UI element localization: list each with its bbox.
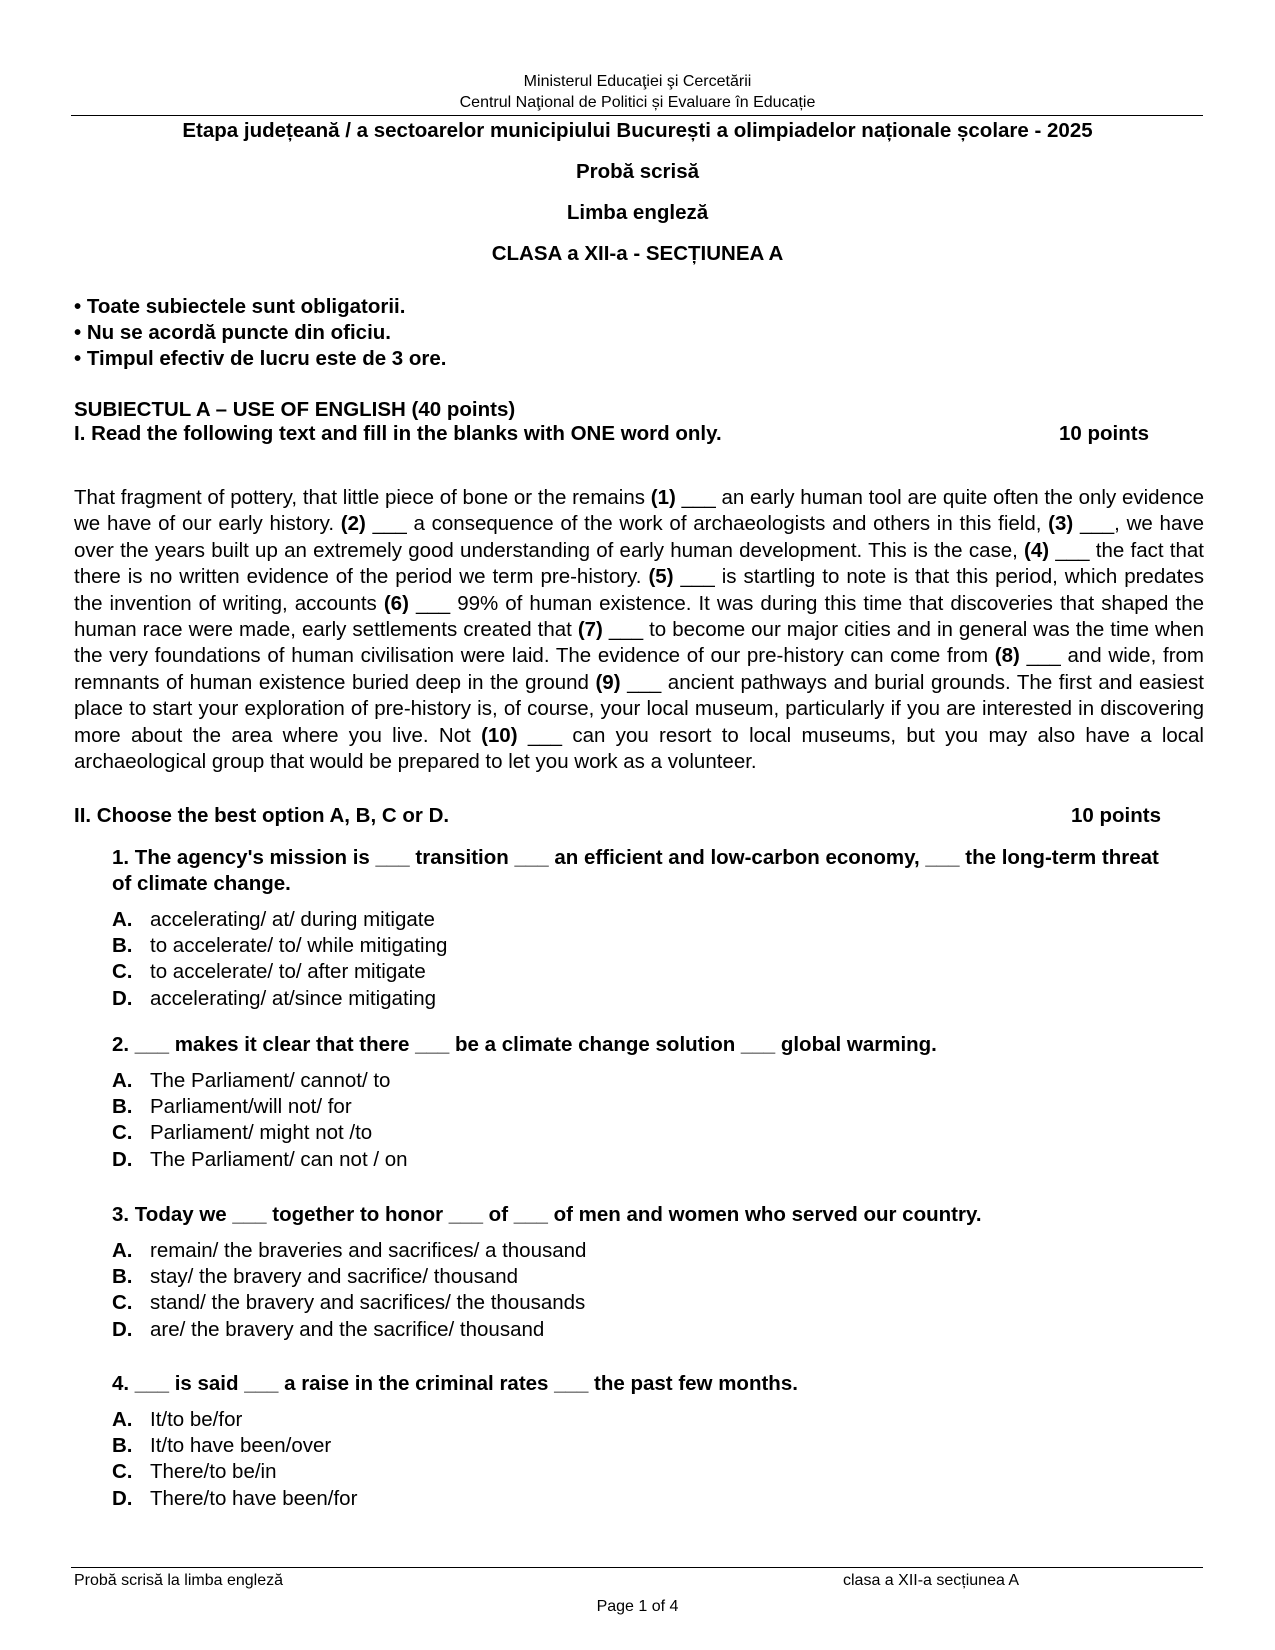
footer-exam-label: Probă scrisă la limba engleză <box>74 1572 283 1589</box>
footer-class-label: clasa a XII-a secțiunea A <box>843 1572 1020 1589</box>
blank-marker: (4) <box>1024 538 1050 562</box>
class-title: CLASA a XII-a - SECȚIUNEA A <box>491 242 784 265</box>
cloze-text: ___ 99% of human existence. It was during this time that discoveries that shaped the human race were made, early settlements created that <box>74 591 1204 642</box>
rule-item: • Timpul efectiv de lucru este de 3 ore. <box>74 347 447 370</box>
question-3-options <box>112 1238 586 1343</box>
cloze-text: That fragment of pottery, that little piece of bone or the remains <box>74 486 651 509</box>
blank-marker: (6) <box>383 591 409 615</box>
question-4: 4. ___ is said ___ a raise in the criminal rates ___ the past few months. <box>112 1372 798 1395</box>
option-c: C. stand/ the bravery and sacrifices/ the thousands <box>112 1291 586 1315</box>
header-divider <box>71 115 1203 116</box>
exam-rules <box>74 294 447 372</box>
cloze-text: ___ and wide, from remnants of human existence buried deep in the ground <box>74 644 1204 694</box>
subject-title: Limba engleză <box>566 201 709 224</box>
question-3: 3. Today we ___ together to honor ___ of ___ of men and women who served our country. <box>112 1203 982 1226</box>
cloze-text: ___ the fact that there is no written evidence of the period we term pre-history. <box>74 538 1204 589</box>
cloze-text: ___ ancient pathways and burial grounds. The first and easiest place to start your exploration of pre-history is, of course, your local museum, particularly if you are interested in discovering more about the area where you live. Not <box>74 670 1204 747</box>
option-a: A. The Parliament/ cannot/ to <box>112 1069 391 1092</box>
stage-title: Etapa județeană / a sectoarelor municipiului București a olimpiadelor naționale școlare - 2025 <box>182 119 1093 142</box>
center-header: Centrul Naţional de Politici și Evaluare în Educație <box>459 94 816 111</box>
option-d: D. accelerating/ at/since mitigating <box>112 986 437 1010</box>
option-c: C. Parliament/ might not /to <box>112 1121 373 1145</box>
blank-marker: (2) <box>340 512 366 536</box>
cloze-text: ___ is startling to note is that this period, which predates the invention of writing, accounts <box>74 565 1204 615</box>
exam-title: Probă scrisă <box>575 160 700 183</box>
question-2: 2. ___ makes it clear that there ___ be a climate change solution ___ global warming. <box>112 1033 937 1056</box>
option-b: B. to accelerate/ to/ while mitigating <box>112 934 448 958</box>
rule-item: • Nu se acordă puncte din oficiu. <box>74 321 391 344</box>
cloze-text: ___ to become our major cities and in general was the time when the very foundations of human civilisation were laid. The evidence of our pre-history can come from <box>74 618 1204 668</box>
option-a: A. It/to be/for <box>112 1408 243 1431</box>
rule-item: • Toate subiectele sunt obligatorii. <box>74 295 406 318</box>
subject-a-heading: SUBIECTUL A – USE OF ENGLISH (40 points) <box>74 398 516 421</box>
ministry-header: Ministerul Educaţiei şi Cercetării <box>523 73 752 90</box>
question-4-options <box>112 1407 357 1512</box>
cloze-text: ___ a consequence of the work of archaeologists and others in this field, <box>365 512 1049 536</box>
blank-marker: (8) <box>994 644 1020 668</box>
question-1: 1. The agency's mission is ___ transition ___ an efficient and low-carbon economy, ___ the long-term threat of climate change. <box>112 846 1159 895</box>
blank-marker: (7) <box>577 618 603 642</box>
option-d: D. are/ the bravery and the sacrifice/ thousand <box>112 1317 545 1341</box>
option-b: B. Parliament/will not/ for <box>112 1095 352 1119</box>
option-a: A. remain/ the braveries and sacrifices/ a thousand <box>112 1239 587 1262</box>
footer-divider <box>71 1567 1203 1568</box>
page-number: Page 1 of 4 <box>596 1598 679 1615</box>
option-c: C. to accelerate/ to/ after mitigate <box>112 960 426 984</box>
question-2-options <box>112 1068 408 1173</box>
blank-marker: (5) <box>648 565 674 589</box>
task1-points: 10 points <box>1059 422 1149 445</box>
cloze-text: ___ can you resort to local museums, but you may also have a local archaeological group that would be prepared to let you work as a volunteer. <box>74 723 1204 774</box>
blank-marker: (1) <box>650 486 676 509</box>
blank-marker: (9) <box>595 670 621 694</box>
option-a: A. accelerating/ at/ during mitigate <box>112 908 435 931</box>
cloze-text: ___ an early human tool are quite often the only evidence we have of our early history. <box>74 486 1205 536</box>
option-c: C. There/to be/in <box>112 1460 277 1484</box>
task2-points: 10 points <box>1071 804 1161 827</box>
cloze-text: ___, we have over the years built up an extremely good understanding of early human development. This is the case, <box>74 512 1204 562</box>
task1-instruction: I. Read the following text and fill in the blanks with ONE word only. <box>74 422 722 445</box>
option-d: D. The Parliament/ can not / on <box>112 1147 408 1171</box>
option-d: D. There/to have been/for <box>112 1486 358 1510</box>
task2-instruction: II. Choose the best option A, B, C or D. <box>74 804 450 827</box>
option-b: B. stay/ the bravery and sacrifice/ thousand <box>112 1265 519 1289</box>
blank-marker: (10) <box>481 723 518 747</box>
option-b: B. It/to have been/over <box>112 1434 332 1458</box>
question-1-options <box>112 907 447 1012</box>
cloze-paragraph <box>74 485 1204 775</box>
blank-marker: (3) <box>1048 512 1074 536</box>
